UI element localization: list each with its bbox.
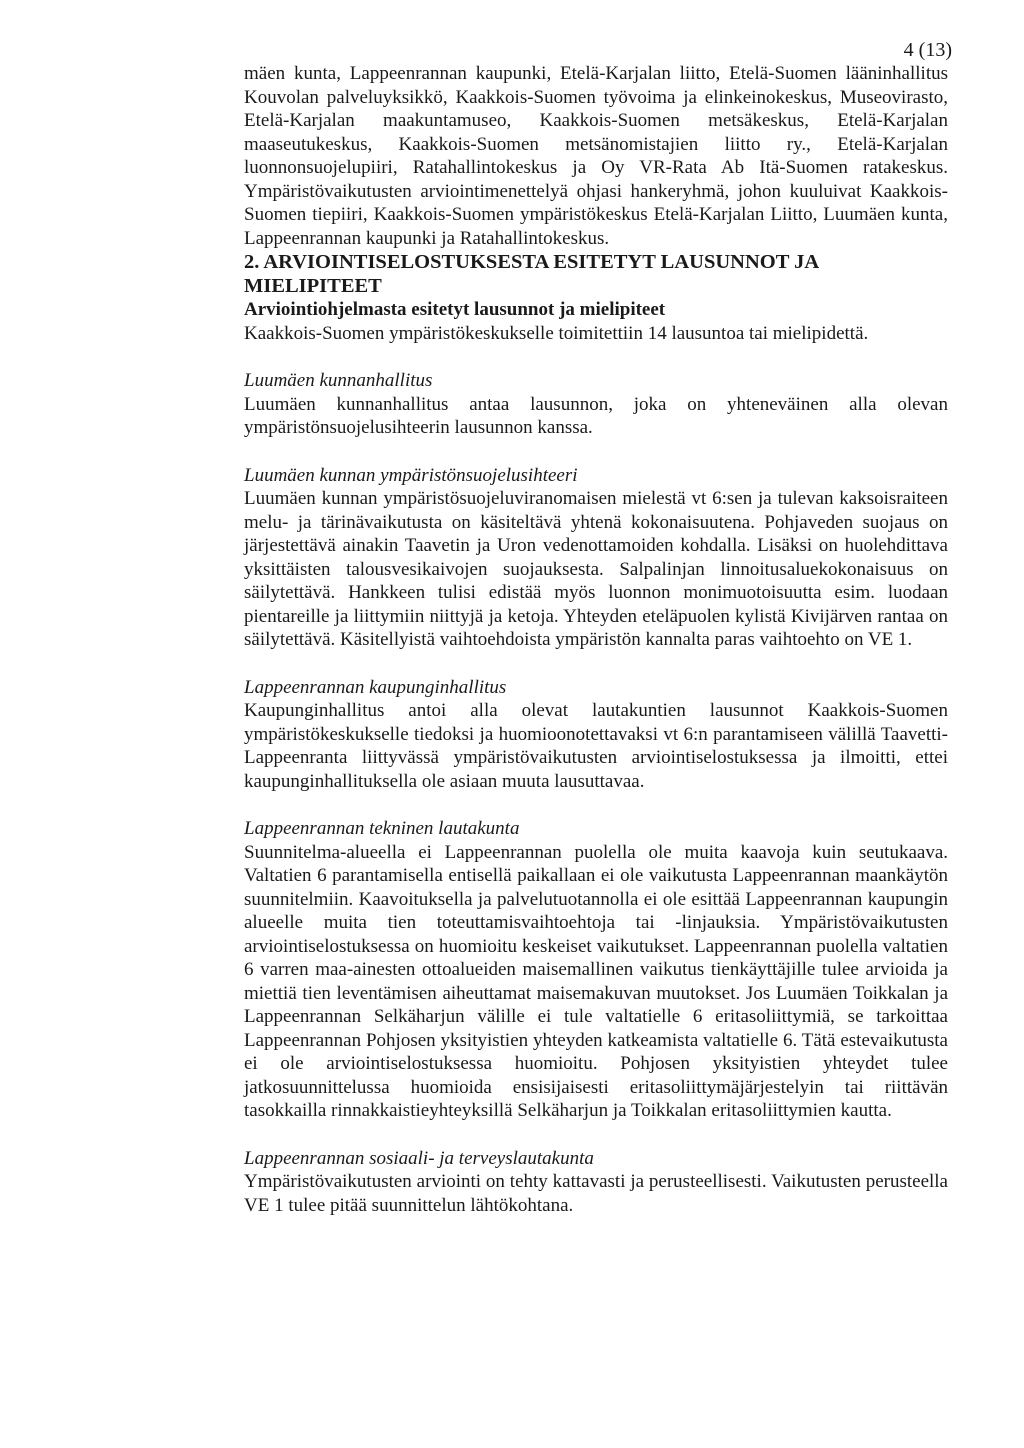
statement-text: Luumäen kunnan ympäristösuojeluviranomaisen mielestä vt 6:sen ja tulevan kaksoisraiteen melu- ja tärinävaikutusta on käsiteltävä yhtenä kokonaisuutena. Pohjaveden suojaus on järjestettävä ainakin Taavetin ja Uron vedenottamoiden kohdalla. Lisäksi on huolehdittava yksittäisten talousvesikaivojen suojauksesta. Salpalinjan linnoitusaluekokonaisuus on säilytettävä. Hankkeen tulisi edistää myös luonnon monimuotoisuutta esim. luodaan pientareille ja liittymiin niittyjä ja ketoja. Yhteyden eteläpuolen kylistä Kivijärven rantaa on säilytettävä. Käsitellyistä vaihtoehdoista ympäristön kannalta paras vaihtoehto on VE 1. <box>244 488 948 650</box>
statement-title: Lappeenrannan tekninen lautakunta <box>244 818 520 839</box>
statement-text: Kaupunginhallitus antoi alla olevat lautakuntien lausunnot Kaakkois-Suomen ympäristökeskukselle tiedoksi ja huomioonotettavaksi vt 6:n parantamiseen välillä Taavetti-Lappeenranta liittyvässä ympäristövaikutusten arviointiselostuksessa ja ilmoitti, ettei kaupunginhallituksella ole asiaan muuta lausuttavaa. <box>244 700 948 792</box>
statement-tekninen-lautakunta <box>244 817 948 1123</box>
statement-text: Luumäen kunnanhallitus antaa lausunnon, joka on yhteneväinen alla olevan ympäristönsuojelusihteerin lausunnon kanssa. <box>244 393 948 438</box>
section-heading: 2. ARVIOINTISELOSTUKSESTA ESITETYT LAUSUNNOT JA MIELIPITEET <box>244 251 819 297</box>
statement-title: Luumäen kunnan ympäristönsuojelusihteeri <box>244 464 578 486</box>
statement-title: Lappeenrannan sosiaali- ja terveyslautakunta <box>244 1147 594 1169</box>
statement-ymparistonsuojelusihteeri <box>244 464 948 652</box>
statement-text: Suunnitelma-alueella ei Lappeenrannan puolella ole muita kaavoja kuin seutukaava. Valtatien 6 parantamisella entisellä paikallaan ei ole vaikutusta Lappeenrannan maankäytön suunnitelmiin. Kaavoituksella ja palvelutuotannolla ei ole esittää Lappeenrannan kaupungin alueelle muita tien toteuttamisvaihtoehtoja tai -linjauksia. Ympäristövaikutusten arviointiselostuksessa on huomioitu keskeiset vaikutukset. Lappeenrannan puolella valtatien 6 varren maa-ainesten ottoalueiden maisemallinen vaikutus tienkäyttäjille tulee arvioida ja miettiä tien leventämisen aiheuttamat maisemakuvan muutokset. Jos Luumäen Toikkalan ja Lappeenrannan Selkäharjun välille ei tule valtatielle 6 eritasoliittymiä, se tarkoittaa Lappeenrannan Pohjosen yksityistien yhteyden katkeamista valtatielle 6. Tätä estevaikutusta ei ole arviointiselostuksessa huomioitu. Pohjosen yksityistien yhteydet tulee jatkosuunnittelussa huomioida ensisijaisesti eritasoliittymäjärjestelyin tai riittävän tasokkailla rinnakkaistieyhteyksillä Selkäharjun ja Toikkalan eritasoliittymien kautta. <box>244 841 948 1121</box>
intro-paragraph: mäen kunta, Lappeenrannan kaupunki, Etelä-Karjalan liitto, Etelä-Suomen lääninhallitus Kouvolan palveluyksikkö, Kaakkois-Suomen työvoima ja elinkeinokeskus, Museovirasto, Etelä-Karjalan maakuntamuseo, Kaakkois-Suomen metsäkeskus, Etelä-Karjalan maaseutukeskus, Kaakkois-Suomen metsänomistajien liitto ry., Etelä-Karjalan luonnonsuojelupiiri, Ratahallintokeskus ja Oy VR-Rata Ab Itä-Suomen ratakeskus. Ympäristövaikutusten arviointimenettelyä ohjasi hankeryhmä, johon kuuluivat Kaakkois-Suomen tiepiiri, Kaakkois-Suomen ympäristökeskus Etelä-Karjalan Liitto, Luumäen kunta, Lappeenrannan kaupunki ja Ratahallintokeskus. <box>244 63 948 249</box>
statement-title: Lappeenrannan kaupunginhallitus <box>244 676 507 698</box>
statement-sosiaali-ja-terveyslautakunta <box>244 1147 948 1218</box>
statement-title: Luumäen kunnanhallitus <box>244 370 433 391</box>
statement-luumaen-kunnanhallitus <box>244 369 948 440</box>
document-body <box>244 62 948 1217</box>
page-number: 4 (13) <box>903 39 952 61</box>
subheading-text: Kaakkois-Suomen ympäristökeskukselle toimitettiin 14 lausuntoa tai mielipidettä. <box>244 322 869 344</box>
statement-text: Ympäristövaikutusten arviointi on tehty kattavasti ja perusteellisesti. Vaikutusten perusteella VE 1 tulee pitää suunnittelun lähtökohtana. <box>244 1171 948 1216</box>
statement-lappeenrannan-kaupunginhallitus <box>244 676 948 794</box>
subheading: Arviointiohjelmasta esitetyt lausunnot ja mielipiteet <box>244 299 666 320</box>
